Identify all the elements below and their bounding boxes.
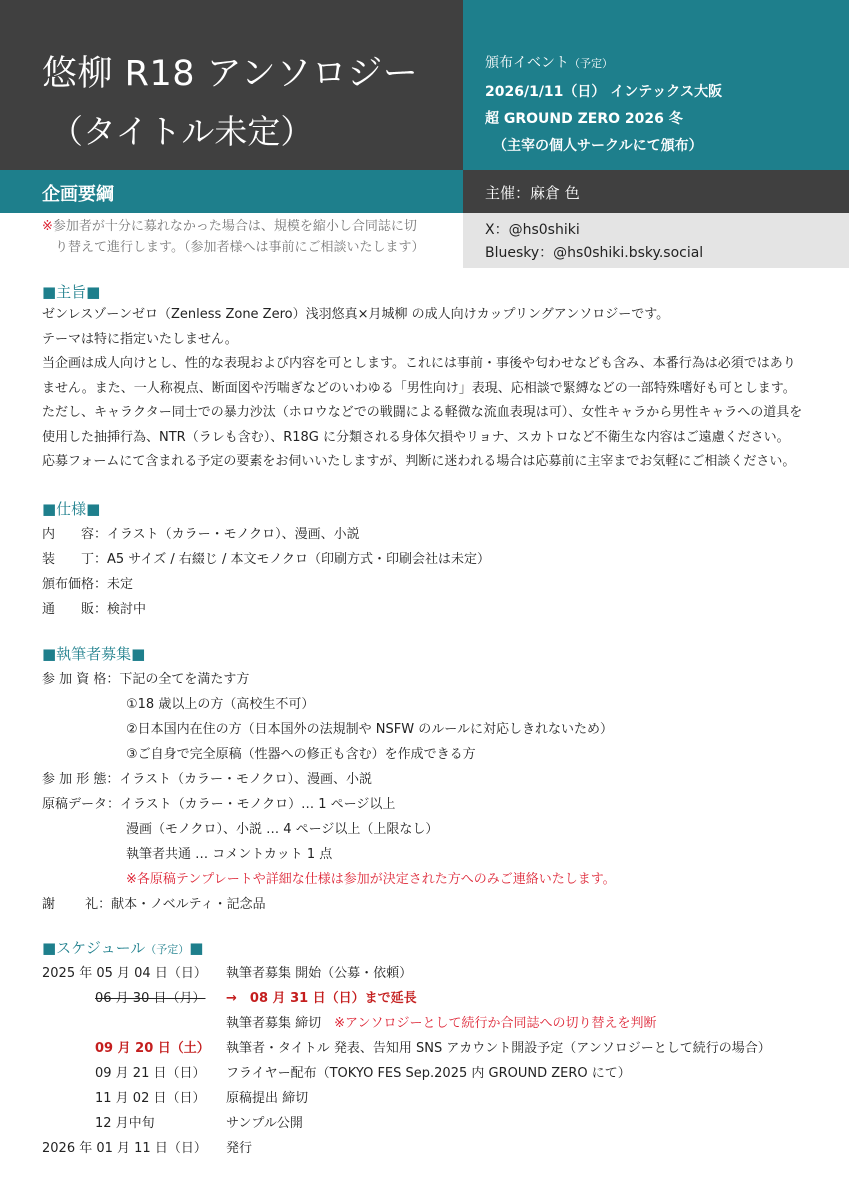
plan-bar bbox=[0, 170, 463, 213]
qualification-value: 下記の全てを満たす方 bbox=[119, 672, 250, 687]
spec-label: 内 容： bbox=[42, 527, 108, 542]
spec-label: 通 販： bbox=[42, 602, 108, 617]
purpose-line: ゼンレスゾーンゼロ（Zenless Zone Zero）浅羽悠真×月城柳 の成人向けカップリングアンソロジーです。 bbox=[42, 307, 670, 322]
organizer-box bbox=[463, 170, 849, 268]
schedule-event: フライヤー配布（TOKYO FES Sep.2025 内 GROUND ZERO にて） bbox=[226, 1066, 631, 1081]
header-title-block bbox=[0, 0, 463, 170]
data-value: イラスト（カラー・モノクロ）… 1 ページ以上 bbox=[120, 797, 396, 812]
page-title: 悠柳 R18 アンソロジー bbox=[42, 54, 419, 94]
schedule-event-note: ※アンソロジーとして続行か合同誌への切り替えを判断 bbox=[334, 1016, 657, 1031]
spec-row bbox=[42, 573, 133, 592]
spec-value: イラスト（カラー・モノクロ）、漫画、小説 bbox=[107, 527, 360, 542]
qualification-item: ③ご自身で完全原稿（性器への修正も含む）を作成できる方 bbox=[126, 747, 476, 762]
qualification-row bbox=[42, 668, 249, 687]
notice-line1: 参加者が十分に募れなかった場合は、規模を縮小し合同誌に切 bbox=[52, 219, 417, 234]
schedule-date: 2025 年 05 月 04 日（日） bbox=[42, 966, 207, 981]
event-label bbox=[485, 52, 613, 72]
organizer-x: X：@hs0shiki bbox=[485, 222, 580, 238]
event-name: 超 GROUND ZERO 2026 冬 bbox=[485, 111, 683, 127]
schedule-heading-end: ■ bbox=[189, 939, 204, 957]
notice-mark: ※ bbox=[42, 219, 53, 234]
spec-value: 未定 bbox=[107, 577, 134, 592]
schedule-extension-text: 08 月 31 日（日）まで延長 bbox=[249, 991, 417, 1006]
schedule-event: サンプル公開 bbox=[226, 1116, 303, 1131]
data-line: 執筆者共通 … コメントカット 1 点 bbox=[126, 847, 333, 862]
purpose-line: 応募フォームにて含まれる予定の要素をお伺いいたしますが、判断に迷われる場合は応募前に主宰までお気軽にご相談ください。 bbox=[42, 454, 796, 469]
reward-row bbox=[42, 893, 266, 912]
purpose-text bbox=[42, 303, 812, 475]
organizer-bluesky: Bluesky：@hs0shiki.bsky.social bbox=[485, 245, 704, 261]
qualification-item: ②日本国内在住の方（日本国外の法規制や NSFW のルールに対応しきれないため） bbox=[126, 722, 613, 737]
purpose-heading: ■主旨■ bbox=[42, 283, 101, 301]
schedule-event: 執筆者・タイトル 発表、告知用 SNS アカウント開設予定（アンソロジーとして続行の場合） bbox=[226, 1041, 771, 1056]
schedule-date: 11 月 02 日（日） bbox=[95, 1091, 206, 1106]
form-row bbox=[42, 768, 372, 787]
purpose-line: テーマは特に指定いたしません。 bbox=[42, 331, 238, 347]
event-info-block bbox=[463, 0, 849, 170]
reward-label: 謝 礼： bbox=[42, 897, 112, 912]
schedule-event: 原稿提出 締切 bbox=[226, 1091, 309, 1106]
recruit-heading: ■執筆者募集■ bbox=[42, 645, 146, 663]
notice-line2: り替えて進行します。（参加者様へは事前にご相談いたします） bbox=[55, 240, 425, 255]
notice bbox=[42, 216, 452, 258]
spec-value: A5 サイズ / 右綴じ / 本文モノクロ（印刷方式・印刷会社は未定） bbox=[107, 552, 491, 567]
form-label: 参 加 形 態： bbox=[42, 772, 120, 787]
spec-value: 検討中 bbox=[107, 602, 147, 617]
plan-bar-label: 企画要綱 bbox=[42, 184, 114, 205]
reward-value: 献本・ノベルティ・記念品 bbox=[111, 897, 266, 912]
spec-label: 装 丁： bbox=[42, 552, 108, 567]
page-subtitle: （タイトル未定） bbox=[50, 112, 314, 151]
data-row bbox=[42, 793, 395, 812]
schedule-event: 執筆者募集 開始（公募・依頼） bbox=[226, 966, 413, 981]
schedule-date-old: 06 月 30 日（月） bbox=[95, 991, 206, 1006]
purpose-line: 当企画は成人向けとし、性的な表現および内容を可とします。これには事前・事後や匂わせなども含み、本番行為は必須ではあり bbox=[42, 356, 796, 371]
purpose-line: ただし、キャラクター同士での暴力沙汰（ホロウなどでの戦闘による軽微な流血表現は可）、女性キャラから男性キャラへの道具を bbox=[42, 405, 803, 420]
data-label: 原稿データ： bbox=[42, 797, 121, 812]
data-note: ※各原稿テンプレートや詳細な仕様は参加が決定された方へのみご連絡いたします。 bbox=[126, 872, 616, 887]
spec-row bbox=[42, 598, 146, 617]
schedule-date: 12 月中旬 bbox=[95, 1116, 155, 1131]
schedule-event: 発行 bbox=[226, 1141, 253, 1156]
schedule-heading bbox=[42, 937, 203, 958]
qualification-label: 参 加 資 格： bbox=[42, 672, 120, 687]
schedule-extension bbox=[226, 987, 417, 1006]
arrow-icon: → bbox=[226, 991, 237, 1006]
schedule-event-text: 執筆者募集 締切 bbox=[226, 1016, 322, 1031]
schedule-heading-text: ■スケジュール bbox=[42, 939, 146, 957]
schedule-heading-note: （予定） bbox=[145, 943, 190, 956]
schedule-date: 2026 年 01 月 11 日（日） bbox=[42, 1141, 207, 1156]
event-label-note: （予定） bbox=[569, 57, 613, 70]
organizer-name: 主催：麻倉 色 bbox=[463, 170, 849, 213]
data-line: 漫画（モノクロ）、小説 … 4 ページ以上（上限なし） bbox=[126, 822, 439, 837]
event-label-text: 頒布イベント bbox=[485, 55, 569, 71]
spec-row bbox=[42, 523, 360, 542]
schedule-event bbox=[226, 1012, 657, 1031]
spec-label: 頒布価格： bbox=[42, 577, 108, 592]
event-note: （主宰の個人サークルにて頒布） bbox=[493, 138, 703, 154]
schedule-date-highlight: 09 月 20 日（土） bbox=[95, 1041, 210, 1056]
schedule-date: 09 月 21 日（日） bbox=[95, 1066, 206, 1081]
spec-heading: ■仕様■ bbox=[42, 500, 101, 518]
purpose-line: 使用した抽挿行為、NTR（ラレも含む）、R18G に分類される身体欠損やリョナ、スカトロなど不衛生な内容はご遠慮ください。 bbox=[42, 429, 790, 445]
event-date: 2026/1/11（日） インテックス大阪 bbox=[485, 84, 723, 100]
purpose-line: ません。また、一人称視点、断面図や汚喘ぎなどのいわゆる「男性向け」表現、応相談で緊縛などの一部特殊嗜好も可とします。 bbox=[42, 380, 796, 396]
qualification-item: ①18 歳以上の方（高校生不可） bbox=[126, 697, 315, 712]
spec-row bbox=[42, 548, 490, 567]
form-value: イラスト（カラー・モノクロ）、漫画、小説 bbox=[119, 772, 372, 787]
